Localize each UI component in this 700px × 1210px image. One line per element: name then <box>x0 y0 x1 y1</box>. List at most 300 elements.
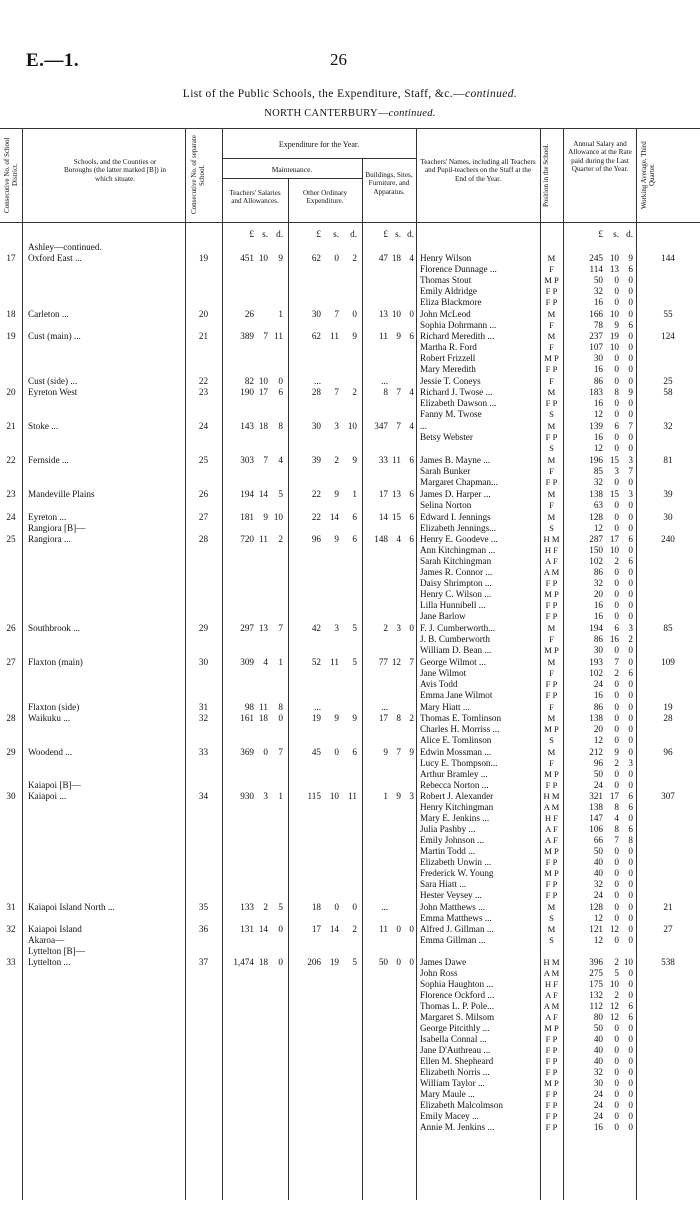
teacher-name: Elizabeth Malcolmson <box>420 1100 503 1110</box>
salaries-value: 0 <box>278 924 283 934</box>
money-unit-label: £ <box>249 229 254 239</box>
annual-salary-value: 0 <box>628 924 633 934</box>
annual-salary-value: 30 <box>593 1078 603 1088</box>
position-code: F P <box>545 286 558 296</box>
position-code: F P <box>545 477 558 487</box>
position-code: M P <box>544 645 559 655</box>
buildings-value: 6 <box>409 331 414 341</box>
annual-salary-value: 0 <box>614 857 619 867</box>
annual-salary-value: 86 <box>593 376 603 386</box>
teacher-name: Sophia Haughton ... <box>420 979 494 989</box>
salaries-value: 9 <box>263 512 268 522</box>
annual-salary-value: 8 <box>628 835 633 845</box>
annual-salary-value: 0 <box>628 432 633 442</box>
money-unit-label: s. <box>395 229 401 239</box>
salaries-value: 8 <box>278 421 283 431</box>
annual-salary-value: 0 <box>614 1034 619 1044</box>
other-expenditure-value: 2 <box>352 924 357 934</box>
salaries-value: 369 <box>240 747 254 757</box>
annual-salary-value: 15 <box>609 455 619 465</box>
school-number: 36 <box>198 924 209 934</box>
district-number: 30 <box>6 791 16 801</box>
school-name: Carleton ... <box>28 309 69 319</box>
position-code: F <box>549 634 554 644</box>
annual-salary-value: 10 <box>609 253 619 263</box>
money-unit-label: £ <box>383 229 388 239</box>
position-code: F P <box>545 690 558 700</box>
salaries-value: 4 <box>278 455 283 465</box>
position-code: M <box>547 747 556 757</box>
position-code: F <box>549 668 554 678</box>
annual-salary-value: 6 <box>628 1001 633 1011</box>
buildings-value: 10 <box>391 309 401 319</box>
annual-salary-value: 10 <box>609 309 619 319</box>
annual-salary-value: 0 <box>614 769 619 779</box>
teacher-name: Florence Dunnage ... <box>420 264 497 274</box>
salaries-value: 5 <box>278 902 283 912</box>
salaries-value: 0 <box>278 957 283 967</box>
position-code: F P <box>545 890 558 900</box>
district-number: 31 <box>6 902 16 912</box>
buildings-value: 77 <box>378 657 388 667</box>
district-number: 25 <box>6 534 16 544</box>
other-expenditure-value: 18 <box>311 902 321 912</box>
annual-salary-value: 0 <box>628 1023 633 1033</box>
buildings-value: 6 <box>409 534 414 544</box>
buildings-value: 13 <box>391 489 401 499</box>
annual-salary-value: 12 <box>593 523 603 533</box>
position-code: A M <box>543 1001 560 1011</box>
teacher-name: Betsy Webster <box>420 432 473 442</box>
other-expenditure-value: 45 <box>311 747 321 757</box>
annual-salary-value: 3 <box>628 623 633 633</box>
school-number: 26 <box>198 489 209 499</box>
district-number: 21 <box>6 421 16 431</box>
annual-salary-value: 321 <box>589 791 603 801</box>
annual-salary-value: 16 <box>593 611 603 621</box>
annual-salary-value: 78 <box>593 320 603 330</box>
header-expenditure: Expenditure for the Year. <box>278 140 360 149</box>
salaries-value: 10 <box>258 253 268 263</box>
position-code: M P <box>544 1023 559 1033</box>
annual-salary-value: 6 <box>628 320 633 330</box>
annual-salary-value: 2 <box>614 758 619 768</box>
other-expenditure-value: 206 <box>307 957 321 967</box>
position-code: M <box>547 902 556 912</box>
annual-salary-value: 50 <box>593 1023 603 1033</box>
header-teachers: Teachers' Names, including all Teachers and Pupil-teachers on the Staff at the End of the Year. <box>420 158 536 183</box>
position-code: F P <box>545 1111 558 1121</box>
annual-salary-value: 0 <box>628 1100 633 1110</box>
salaries-value: 82 <box>244 376 254 386</box>
working-average: 32 <box>663 421 673 431</box>
buildings-value: 47 <box>378 253 388 263</box>
salaries-value: 2 <box>263 902 268 912</box>
annual-salary-value: 6 <box>628 824 633 834</box>
annual-salary-value: 0 <box>614 735 619 745</box>
other-expenditure-value: 17 <box>311 924 321 934</box>
annual-salary-value: 0 <box>628 813 633 823</box>
position-code: F <box>549 264 554 274</box>
annual-salary-value: 6 <box>628 791 633 801</box>
teacher-name: Henry Wilson <box>420 253 472 263</box>
annual-salary-value: 0 <box>614 868 619 878</box>
working-average: 58 <box>663 387 673 397</box>
salaries-value: 1,474 <box>233 957 254 967</box>
teacher-name: John Matthews ... <box>420 902 486 912</box>
annual-salary-value: 0 <box>628 879 633 889</box>
header-salaries: Teachers' Salaries and Allowances. <box>229 189 281 206</box>
position-code: F P <box>545 432 558 442</box>
teacher-name: Julia Pashby ... <box>420 824 476 834</box>
annual-salary-value: 0 <box>614 589 619 599</box>
position-code: M P <box>544 724 559 734</box>
teacher-name: Alfred J. Gillman ... <box>420 924 494 934</box>
teacher-name: George Wilmot ... <box>420 657 486 667</box>
annual-salary-value: 12 <box>609 1012 619 1022</box>
annual-salary-value: 0 <box>614 1122 619 1132</box>
position-code: H F <box>544 545 559 555</box>
school-name: Woodend ... <box>28 747 73 757</box>
teacher-name: Eliza Blackmore <box>420 297 482 307</box>
position-code: S <box>549 935 554 945</box>
teacher-name: Henry E. Goodeve ... <box>420 534 498 544</box>
annual-salary-value: 0 <box>614 1100 619 1110</box>
district-number: 26 <box>6 623 16 633</box>
annual-salary-value: 0 <box>614 286 619 296</box>
annual-salary-value: 0 <box>614 1089 619 1099</box>
annual-salary-value: 0 <box>628 275 633 285</box>
teacher-name: ... <box>420 421 427 431</box>
salaries-value: 11 <box>259 702 268 712</box>
working-average: 240 <box>661 534 675 544</box>
money-unit-label: £ <box>598 229 603 239</box>
annual-salary-value: 6 <box>628 264 633 274</box>
school-number: 37 <box>198 957 209 967</box>
annual-salary-value: 147 <box>589 813 603 823</box>
header-other-expenditure: Other Ordinary Expenditure. <box>302 189 348 206</box>
school-name: Southbrook ... <box>28 623 81 633</box>
position-code: A F <box>545 1012 558 1022</box>
other-expenditure-value: 52 <box>311 657 321 667</box>
other-expenditure-value: 3 <box>334 421 339 431</box>
annual-salary-value: 96 <box>593 758 603 768</box>
money-unit-label: s. <box>262 229 268 239</box>
salaries-value: 720 <box>240 534 254 544</box>
position-code: S <box>549 409 554 419</box>
annual-salary-value: 32 <box>593 286 603 296</box>
salaries-value: 17 <box>258 387 268 397</box>
annual-salary-value: 0 <box>628 512 633 522</box>
expenditure-subrule <box>222 158 416 159</box>
position-code: H F <box>544 979 559 989</box>
annual-salary-value: 12 <box>593 913 603 923</box>
buildings-value: 0 <box>409 623 414 633</box>
position-code: F <box>549 758 554 768</box>
teacher-name: Elizabeth Unwin ... <box>420 857 492 867</box>
salaries-value: 133 <box>240 902 254 912</box>
annual-salary-value: 3 <box>614 466 619 476</box>
salaries-value: 14 <box>258 489 268 499</box>
annual-salary-value: 32 <box>593 879 603 889</box>
annual-salary-value: 13 <box>609 264 619 274</box>
annual-salary-value: 0 <box>628 735 633 745</box>
other-expenditure-value: 6 <box>352 747 357 757</box>
salaries-value: 7 <box>263 455 268 465</box>
other-expenditure-value: 30 <box>311 309 321 319</box>
position-code: A F <box>545 835 558 845</box>
annual-salary-value: 0 <box>614 702 619 712</box>
position-code: M <box>547 387 556 397</box>
money-unit-label: d. <box>276 229 283 239</box>
district-number: 24 <box>6 512 16 522</box>
school-name: Eyreton West <box>28 387 78 397</box>
working-average: 27 <box>663 924 673 934</box>
money-unit-label: d. <box>350 229 357 239</box>
annual-salary-value: 2 <box>614 990 619 1000</box>
header-annual-salary: Annual Salary and Allowance at the Rate paid during the Last Quarter of the Year. <box>568 140 632 174</box>
other-expenditure-value: ... <box>314 702 321 712</box>
salaries-value: 303 <box>240 455 254 465</box>
teacher-name: Selina Norton <box>420 500 472 510</box>
district-number: 27 <box>6 657 16 667</box>
annual-salary-value: 10 <box>609 545 619 555</box>
annual-salary-value: 0 <box>614 724 619 734</box>
buildings-value: 0 <box>396 924 401 934</box>
teacher-name: Emma Jane Wilmot <box>420 690 493 700</box>
annual-salary-value: 0 <box>614 690 619 700</box>
district-number: 17 <box>6 253 16 263</box>
other-expenditure-value: 5 <box>352 657 357 667</box>
school-name: Fernside ... <box>28 455 69 465</box>
school-number: 32 <box>198 713 209 723</box>
working-average: 28 <box>663 713 673 723</box>
district-number: 29 <box>6 747 16 757</box>
annual-salary-value: 0 <box>628 645 633 655</box>
position-code: F P <box>545 1089 558 1099</box>
teacher-name: James B. Mayne ... <box>420 455 491 465</box>
school-name: Lyttelton ... <box>28 957 71 967</box>
annual-salary-value: 0 <box>628 578 633 588</box>
position-code: F P <box>545 857 558 867</box>
teacher-name: Emma Matthews ... <box>420 913 492 923</box>
buildings-value: 4 <box>409 421 414 431</box>
annual-salary-value: 0 <box>614 600 619 610</box>
annual-salary-value: 150 <box>589 545 603 555</box>
annual-salary-value: 275 <box>589 968 603 978</box>
annual-salary-value: 0 <box>614 902 619 912</box>
position-code: F P <box>545 780 558 790</box>
annual-salary-value: 10 <box>609 342 619 352</box>
position-code: S <box>549 735 554 745</box>
buildings-value: 148 <box>374 534 388 544</box>
position-code: F P <box>545 679 558 689</box>
school-name: Waikuku ... <box>28 713 71 723</box>
position-code: M P <box>544 589 559 599</box>
annual-salary-value: 0 <box>614 477 619 487</box>
school-name: Lyttelton [B]— <box>28 946 85 956</box>
teacher-name: Richard Meredith ... <box>420 331 495 341</box>
annual-salary-value: 6 <box>628 802 633 812</box>
working-average: 55 <box>663 309 673 319</box>
other-expenditure-value: 7 <box>334 387 339 397</box>
annual-salary-value: 245 <box>589 253 603 263</box>
teacher-name: F. J. Cumberworth... <box>420 623 496 633</box>
annual-salary-value: 2 <box>614 957 619 967</box>
money-unit-label: d. <box>626 229 633 239</box>
annual-salary-value: 24 <box>593 1111 603 1121</box>
money-unit-label: s. <box>613 229 619 239</box>
annual-salary-value: 0 <box>614 376 619 386</box>
money-unit-label: £ <box>316 229 321 239</box>
other-expenditure-value: 0 <box>352 309 357 319</box>
salaries-value: 930 <box>240 791 254 801</box>
salaries-value: 297 <box>240 623 254 633</box>
position-code: M <box>547 623 556 633</box>
annual-salary-value: 0 <box>628 702 633 712</box>
salaries-value: 131 <box>240 924 254 934</box>
annual-salary-value: 0 <box>614 500 619 510</box>
annual-salary-value: 0 <box>628 567 633 577</box>
school-name: Ashley—continued. <box>28 242 102 252</box>
buildings-value: 17 <box>378 489 388 499</box>
other-expenditure-value: 115 <box>307 791 321 801</box>
annual-salary-value: 32 <box>593 1067 603 1077</box>
annual-salary-value: 6 <box>628 668 633 678</box>
annual-salary-value: 0 <box>614 1111 619 1121</box>
teacher-name: Mary Maule ... <box>420 1089 475 1099</box>
annual-salary-value: 20 <box>593 724 603 734</box>
annual-salary-value: 0 <box>628 747 633 757</box>
school-number: 31 <box>198 702 209 712</box>
teacher-name: John Ross <box>420 968 458 978</box>
annual-salary-value: 0 <box>614 443 619 453</box>
maintenance-subrule <box>222 178 362 179</box>
header-bottom-rule <box>0 222 700 223</box>
annual-salary-value: 0 <box>614 398 619 408</box>
other-expenditure-value: 10 <box>329 791 339 801</box>
working-average: 25 <box>663 376 673 386</box>
salaries-value: 3 <box>263 791 268 801</box>
annual-salary-value: 17 <box>609 791 619 801</box>
teacher-name: Henry Kitchingman <box>420 802 494 812</box>
district-number: 33 <box>6 957 16 967</box>
salaries-value: 143 <box>240 421 254 431</box>
salaries-value: 0 <box>278 713 283 723</box>
annual-salary-value: 3 <box>628 489 633 499</box>
other-expenditure-value: 14 <box>329 512 339 522</box>
teacher-name: Fanny M. Twose <box>420 409 482 419</box>
position-code: S <box>549 913 554 923</box>
other-expenditure-value: 14 <box>329 924 339 934</box>
teacher-name: Jane Wilmot <box>420 668 467 678</box>
district-number: 28 <box>6 713 16 723</box>
buildings-value: 9 <box>396 791 401 801</box>
other-expenditure-value: 6 <box>352 512 357 522</box>
annual-salary-value: 86 <box>593 567 603 577</box>
buildings-value: 11 <box>379 924 388 934</box>
other-expenditure-value: 62 <box>311 253 321 263</box>
teacher-name: Sarah Bunker <box>420 466 471 476</box>
annual-salary-value: 3 <box>628 758 633 768</box>
position-code: M P <box>544 353 559 363</box>
annual-salary-value: 32 <box>593 578 603 588</box>
annual-salary-value: 50 <box>593 846 603 856</box>
annual-salary-value: 12 <box>593 409 603 419</box>
working-average: 39 <box>663 489 673 499</box>
buildings-value: 4 <box>409 253 414 263</box>
other-expenditure-value: 62 <box>311 331 321 341</box>
annual-salary-value: 0 <box>628 724 633 734</box>
position-code: M P <box>544 1078 559 1088</box>
page-title: List of the Public Schools, the Expenditure, Staff, &c.—continued. <box>182 88 518 100</box>
other-expenditure-value: 0 <box>352 902 357 912</box>
annual-salary-value: 6 <box>628 1012 633 1022</box>
other-expenditure-value: 9 <box>352 713 357 723</box>
school-name: Rangiora [B]— <box>28 523 86 533</box>
annual-salary-value: 50 <box>593 275 603 285</box>
position-code: F P <box>545 1100 558 1110</box>
annual-salary-value: 107 <box>589 342 603 352</box>
teacher-name: Edward I. Jennings <box>420 512 491 522</box>
school-number: 27 <box>198 512 209 522</box>
annual-salary-value: 212 <box>589 747 603 757</box>
annual-salary-value: 0 <box>614 935 619 945</box>
teacher-name: Annie M. Jenkins ... <box>420 1122 495 1132</box>
salaries-value: 14 <box>258 924 268 934</box>
annual-salary-value: 16 <box>593 432 603 442</box>
salaries-value: 309 <box>240 657 254 667</box>
position-code: F P <box>545 398 558 408</box>
page-number: 26 <box>330 50 347 69</box>
annual-salary-value: 0 <box>628 353 633 363</box>
buildings-value: 18 <box>391 253 401 263</box>
buildings-value: 7 <box>396 387 401 397</box>
annual-salary-value: 16 <box>593 690 603 700</box>
district-number: 22 <box>6 455 16 465</box>
annual-salary-value: 0 <box>628 297 633 307</box>
annual-salary-value: 9 <box>614 747 619 757</box>
buildings-value: 11 <box>392 455 401 465</box>
annual-salary-value: 0 <box>628 935 633 945</box>
school-number: 28 <box>198 534 209 544</box>
position-code: F P <box>545 1056 558 1066</box>
annual-salary-value: 9 <box>614 320 619 330</box>
annual-salary-value: 40 <box>593 1034 603 1044</box>
teacher-name: Thomas L. P. Pole... <box>420 1001 495 1011</box>
position-code: F <box>549 466 554 476</box>
teacher-name: Lucy E. Thompson... <box>420 758 498 768</box>
other-expenditure-value: 19 <box>329 957 339 967</box>
annual-salary-value: 237 <box>589 331 603 341</box>
annual-salary-value: 0 <box>614 611 619 621</box>
other-expenditure-value: 19 <box>311 713 321 723</box>
position-code: F P <box>545 600 558 610</box>
annual-salary-value: 7 <box>628 466 633 476</box>
buildings-value: 8 <box>396 713 401 723</box>
salaries-value: 10 <box>258 376 268 386</box>
position-code: F P <box>545 1122 558 1132</box>
salaries-value: 1 <box>278 309 283 319</box>
annual-salary-value: 0 <box>614 409 619 419</box>
annual-salary-value: 0 <box>628 523 633 533</box>
annual-salary-value: 0 <box>614 523 619 533</box>
position-code: M <box>547 331 556 341</box>
annual-salary-value: 0 <box>614 679 619 689</box>
annual-salary-value: 0 <box>614 780 619 790</box>
buildings-value: 7 <box>396 421 401 431</box>
salaries-value: 5 <box>278 489 283 499</box>
